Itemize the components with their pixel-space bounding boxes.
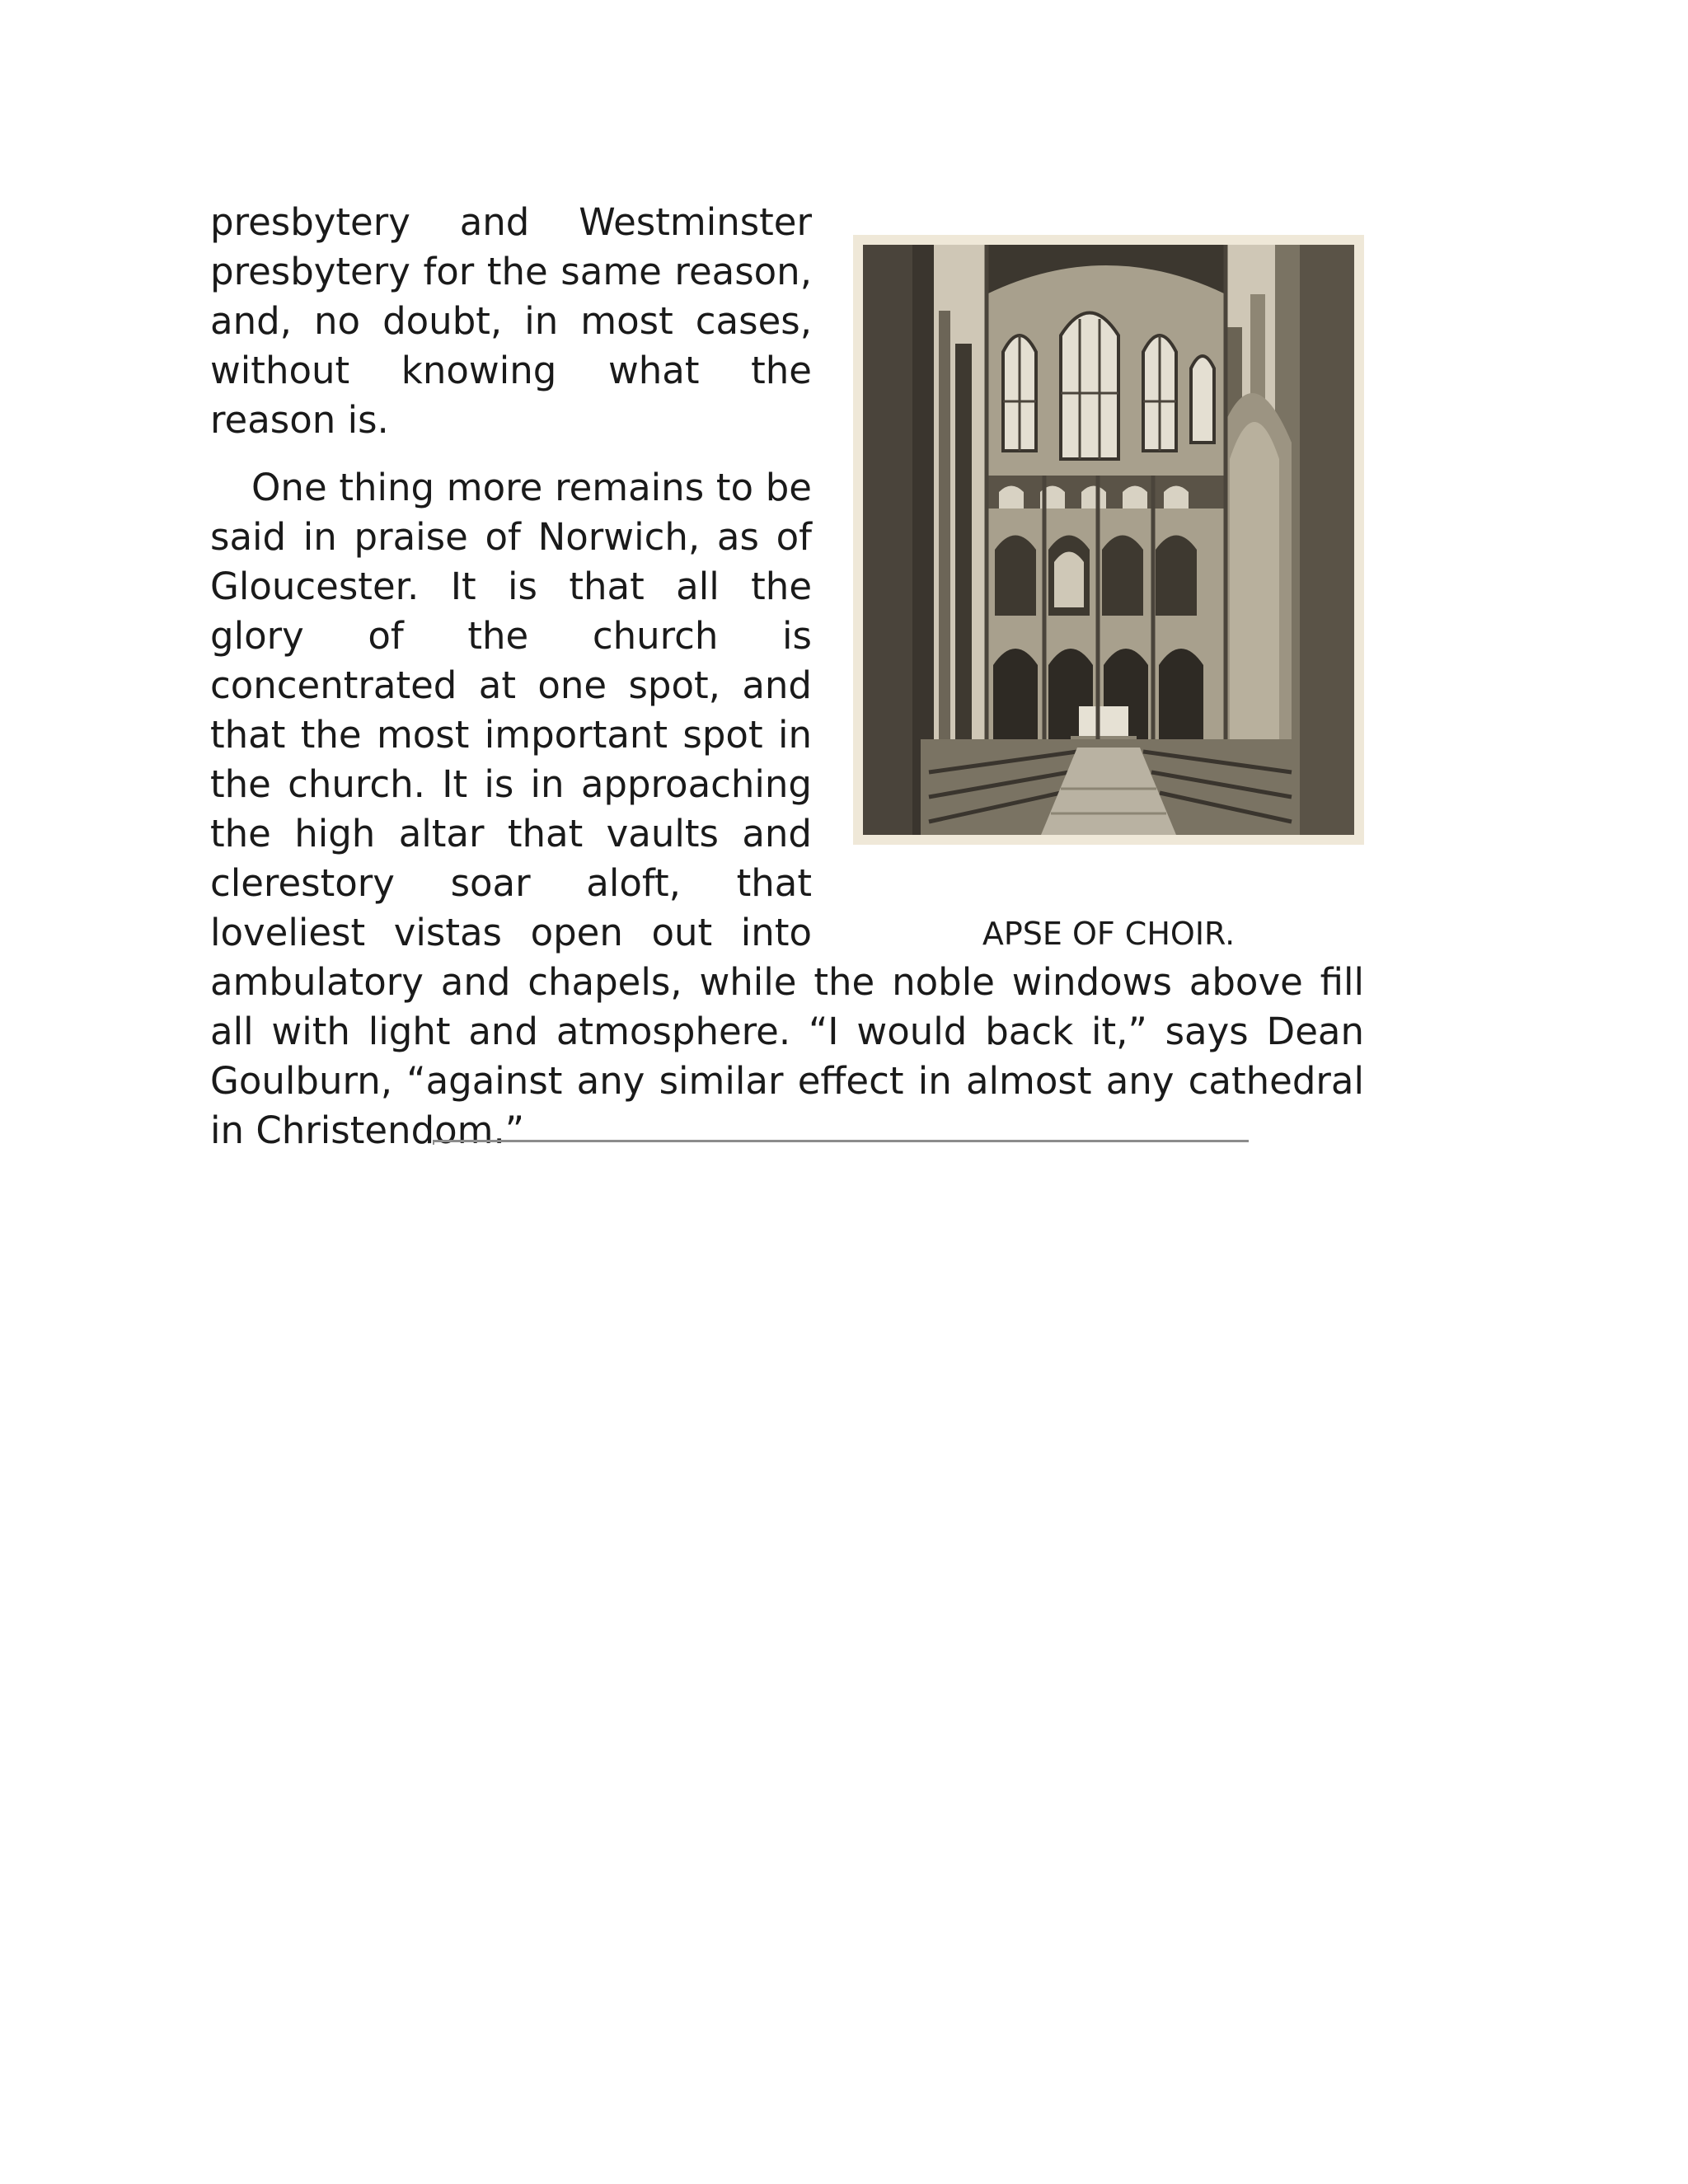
paragraph-2: One thing more remains to be said in praise of Norwich, as of Gloucester. It is that all the glory of the church is concentrated at one spot, and that the most important spot in the church. It is in approaching the high altar that vaults and clerestory soar aloft, that loveliest vistas open out into ambulatory and chapels, while the noble windows above fill all with light and atmosphere. “I would back it,” says Dean Goulburn, “against any similar effect in almost any cathedral in Christendom.” [210,466,1364,1152]
body-text [210,198,1364,1155]
figure-caption: APSE OF CHOIR. [982,916,1236,952]
cathedral-apse-engraving [863,245,1354,835]
section-divider [433,1140,1249,1145]
figure-apse-of-choir [853,235,1364,952]
engraving-plate [853,235,1364,845]
paragraph-1: presbytery and Westminster presbytery for the same reason, and, no doubt, in most cases, without knowing what the reason is. [210,200,812,442]
